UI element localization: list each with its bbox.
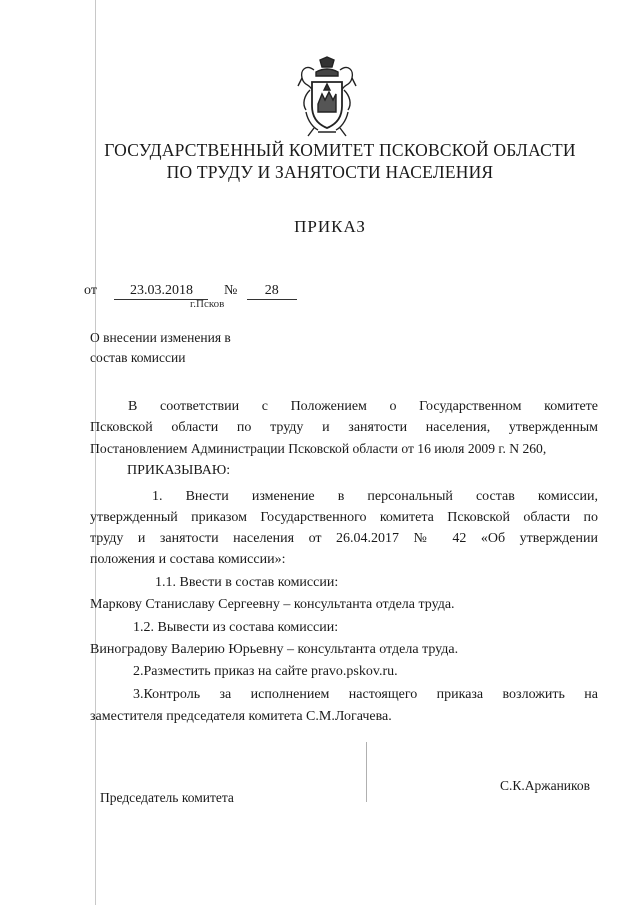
coat-of-arms-icon <box>296 56 358 140</box>
number-sign: № <box>223 283 238 298</box>
item2: 2.Разместить приказ на сайте pravo.pskov.ru. <box>133 664 398 679</box>
scan-fold-line <box>366 742 367 802</box>
body-intro-line2: Псковской области по труду и занятости населения, утвержденным <box>90 420 598 435</box>
item3-line2: заместителя председателя комитета С.М.Логачева. <box>90 709 392 724</box>
org-name-line1: ГОСУДАРСТВЕННЫЙ КОМИТЕТ ПСКОВСКОЙ ОБЛАСТИ <box>104 140 576 160</box>
subject-line2: состав комиссии <box>90 350 186 365</box>
item1-line2: утвержденный приказом Государственного комитета Псковской области по <box>90 510 598 525</box>
document-date: 23.03.2018 <box>114 283 208 300</box>
item1-2: 1.2. Вывести из состава комиссии: <box>133 620 339 635</box>
item1-line4: положения и состава комиссии»: <box>90 552 286 567</box>
item1-1-name: Маркову Станиславу Сергеевну – консультанта отдела труда. <box>90 597 455 612</box>
signature-position: Председатель комитета <box>100 790 234 805</box>
item1-line3: труду и занятости населения от 26.04.2017 № 42 «Об утверждении <box>90 531 598 546</box>
item3-line1: 3.Контроль за исполнением настоящего приказа возложить на <box>133 687 598 702</box>
body-intro-line1: В соответствии с Положением о Государственном комитете <box>128 399 598 414</box>
subject-line1: О внесении изменения в <box>90 330 231 345</box>
org-name-line2: ПО ТРУДУ И ЗАНЯТОСТИ НАСЕЛЕНИЯ <box>166 162 494 182</box>
item1-1: 1.1. Ввести в состав комиссии: <box>155 575 339 590</box>
document-type: ПРИКАЗ <box>294 217 366 236</box>
date-prefix: от <box>84 283 97 298</box>
item1-line1: 1. Внести изменение в персональный состав комиссии, <box>152 489 598 504</box>
body-intro-line3: Постановлением Администрации Псковской области от 16 июля 2009 г. N 260, <box>90 441 547 456</box>
document-city: г.Псков <box>190 298 225 310</box>
signature-name: С.К.Аржаников <box>500 778 591 793</box>
document-number: 28 <box>247 283 297 300</box>
body-order-word: ПРИКАЗЫВАЮ: <box>127 463 231 478</box>
item1-2-name: Виноградову Валерию Юрьевну – консультанта отдела труда. <box>90 642 459 657</box>
